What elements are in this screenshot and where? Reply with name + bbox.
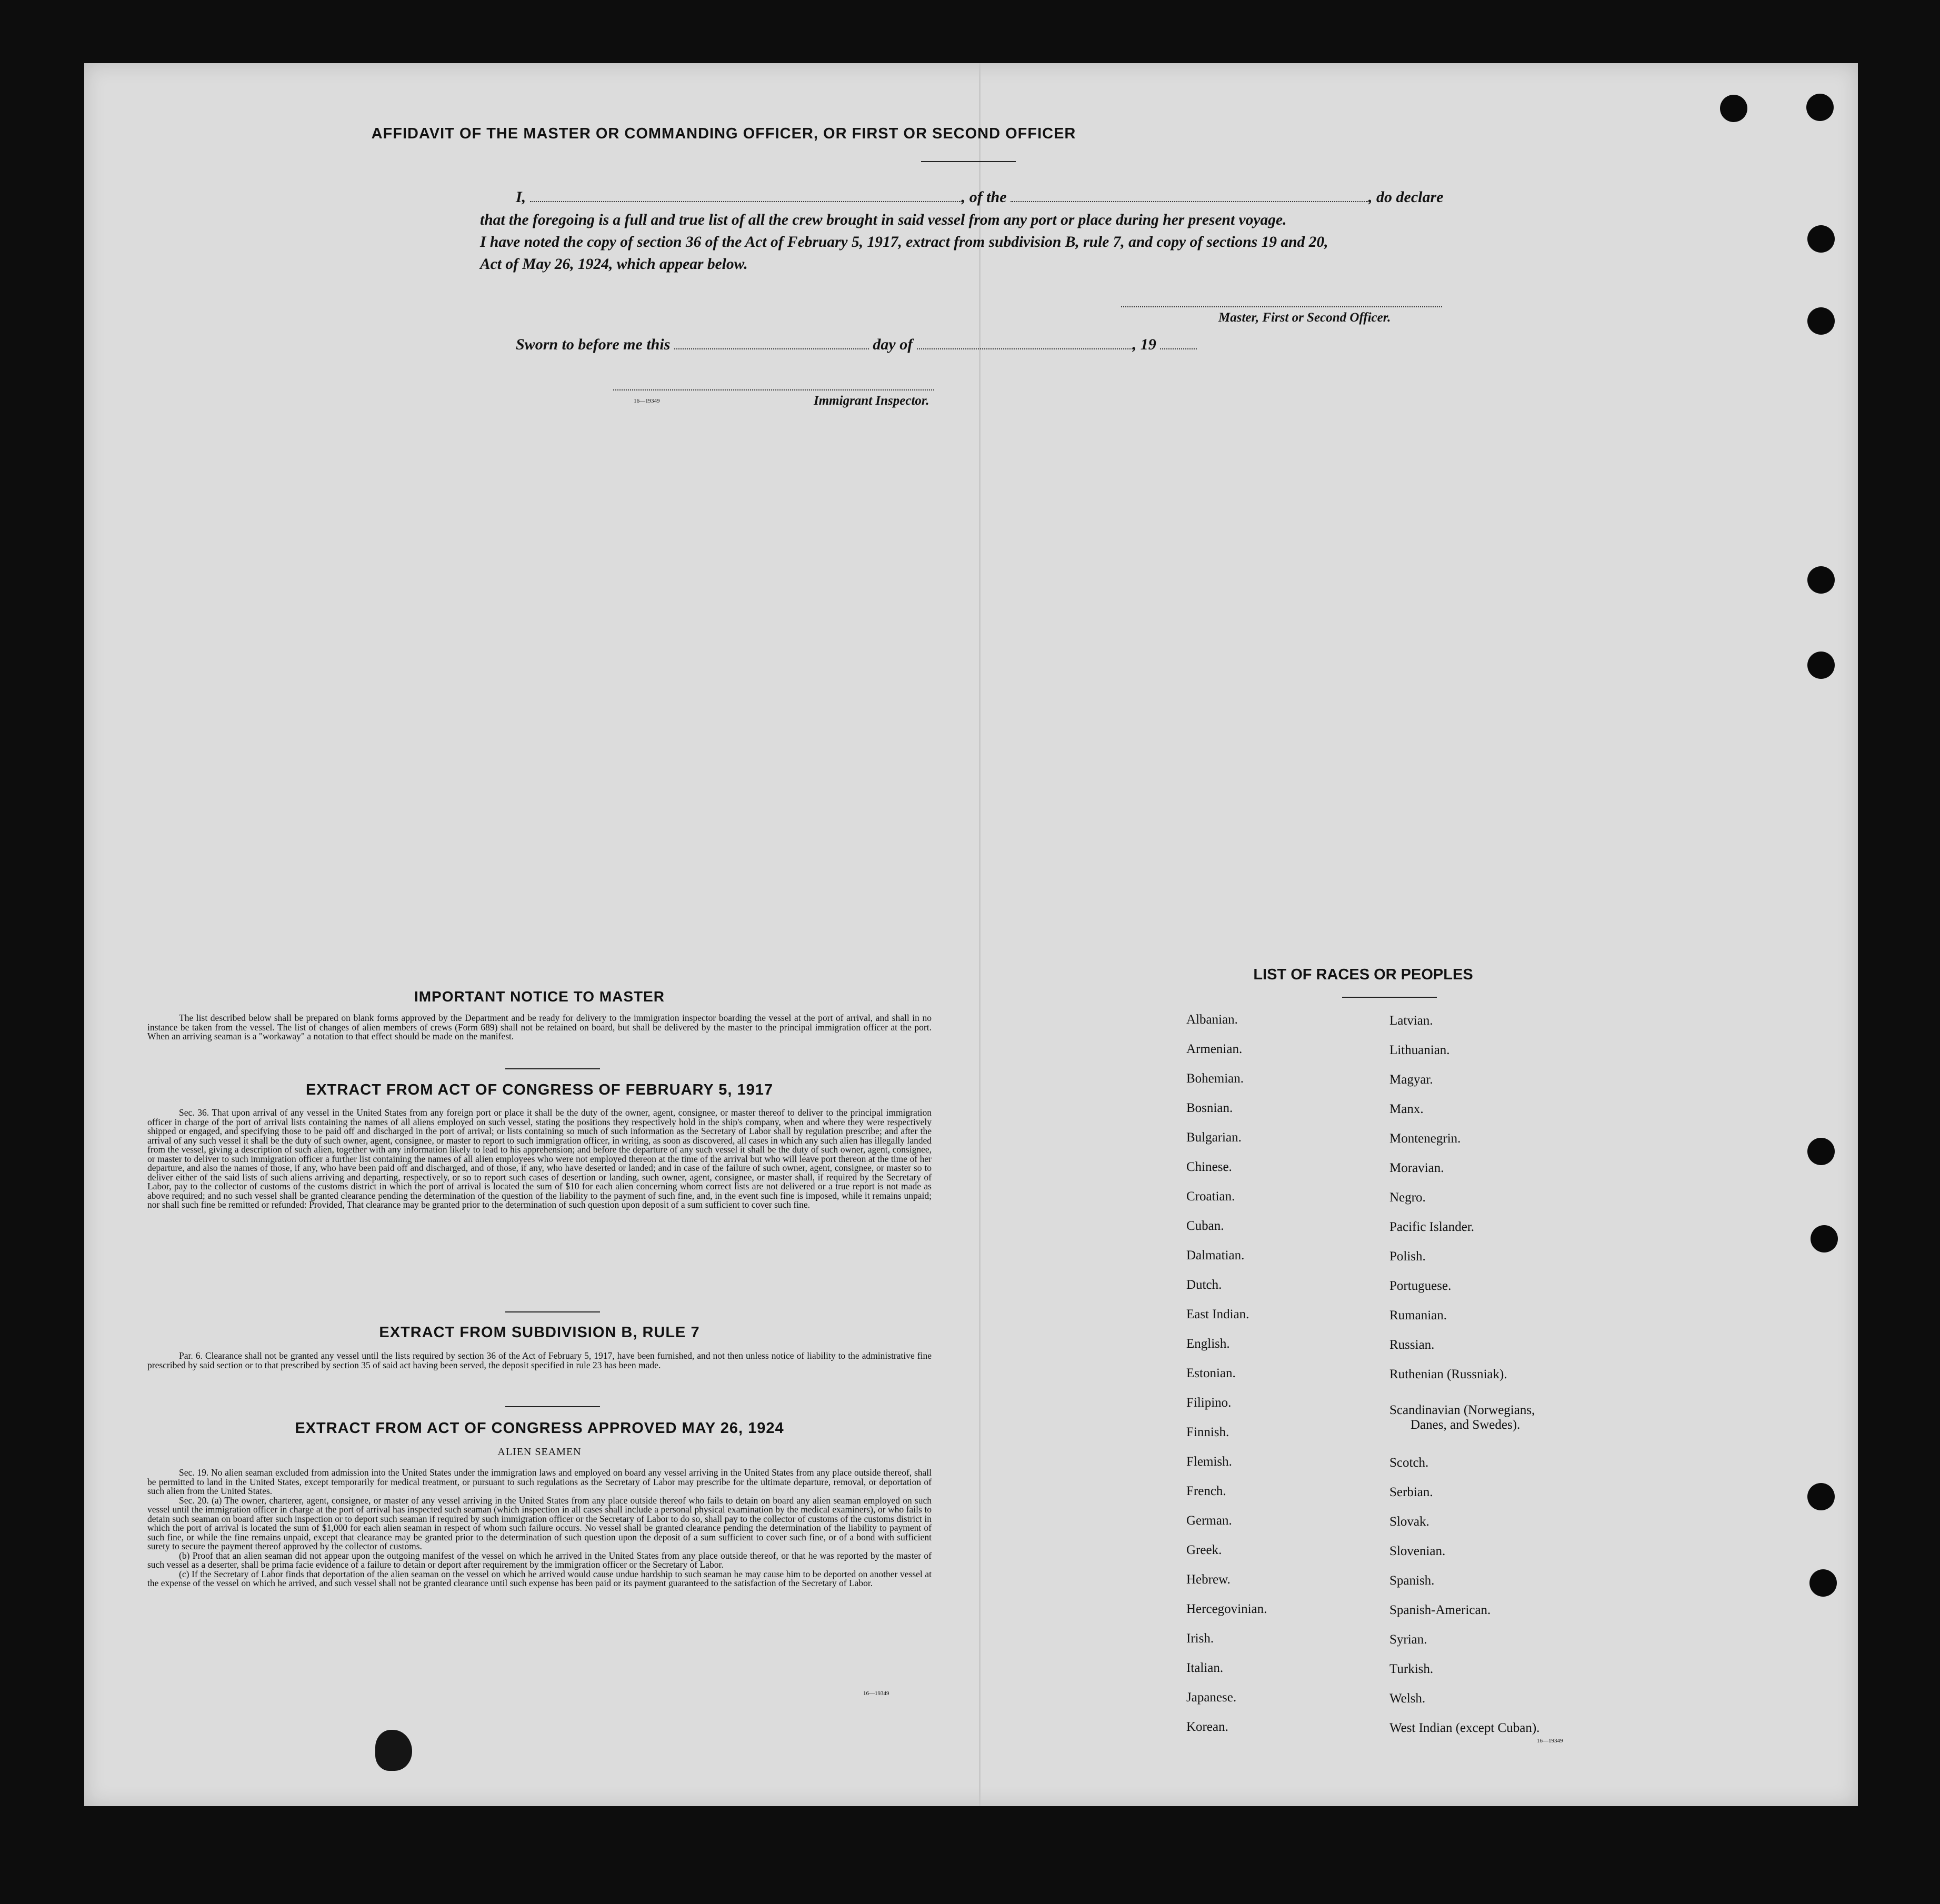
race-item: East Indian. xyxy=(1186,1307,1249,1321)
form-number: 16—19349 xyxy=(634,398,660,404)
race-item: Magyar. xyxy=(1389,1073,1433,1087)
race-item: Rumanian. xyxy=(1389,1308,1447,1322)
races-title: LIST OF RACES OR PEOPLES xyxy=(1253,966,1473,983)
of-the-label: , of the xyxy=(961,188,1007,206)
rule7-title: EXTRACT FROM SUBDIVISION B, RULE 7 xyxy=(379,1324,700,1341)
declaration-line-4: Act of May 26, 1924, which appear below. xyxy=(480,256,748,273)
race-item: Ruthenian (Russniak). xyxy=(1389,1367,1507,1381)
punch-hole xyxy=(1807,1138,1835,1165)
race-item: Korean. xyxy=(1186,1720,1228,1734)
race-item: Greek. xyxy=(1186,1543,1222,1557)
race-item: Manx. xyxy=(1389,1102,1424,1116)
race-item: Negro. xyxy=(1389,1190,1426,1205)
race-item: Lithuanian. xyxy=(1389,1043,1450,1057)
races-underline xyxy=(1342,997,1437,998)
race-item: Chinese. xyxy=(1186,1160,1232,1174)
race-item: Polish. xyxy=(1389,1249,1426,1264)
rule7-body: Par. 6. Clearance shall not be granted any vessel until the lists required by section 36 of the Act of February 5, 1917, have been furnished, and not then unless notice of liability to the administrative fine prescribed by said section or to that prescribed by section 35 of said act having been served, the deposit specified in rule 23 has been made. xyxy=(147,1350,932,1370)
race-item: Welsh. xyxy=(1389,1691,1426,1706)
do-declare-label: , do declare xyxy=(1368,188,1444,206)
vessel-field[interactable] xyxy=(1011,189,1368,202)
divider xyxy=(505,1068,600,1069)
form-number: 16—19349 xyxy=(1537,1738,1563,1744)
extract-1924-title: EXTRACT FROM ACT OF CONGRESS APPROVED MAY 26, 1924 xyxy=(295,1420,784,1437)
race-item: German. xyxy=(1186,1514,1232,1528)
race-item: Flemish. xyxy=(1186,1455,1232,1469)
race-item: Hebrew. xyxy=(1186,1572,1231,1587)
form-number: 16—19349 xyxy=(863,1690,889,1697)
punch-hole xyxy=(1807,566,1835,594)
race-item: Cuban. xyxy=(1186,1219,1224,1233)
sworn-label: Sworn to before me this xyxy=(516,336,671,353)
race-item: Bosnian. xyxy=(1186,1101,1233,1115)
race-item: Japanese. xyxy=(1186,1690,1237,1705)
declaration-line-2: that the foregoing is a full and true list of all the crew brought in said vessel from any port or place during her present voyage. xyxy=(480,212,1287,228)
race-item: English. xyxy=(1186,1337,1230,1351)
ink-stain xyxy=(375,1730,412,1771)
punch-hole xyxy=(1806,94,1834,121)
punch-hole xyxy=(1807,652,1835,679)
divider xyxy=(505,1406,600,1407)
race-item: Montenegrin. xyxy=(1389,1131,1461,1146)
extract-1924-body xyxy=(147,1468,932,1588)
race-item: Filipino. xyxy=(1186,1396,1232,1410)
race-item: Hercegovinian. xyxy=(1186,1602,1267,1616)
race-item: Slovak. xyxy=(1389,1515,1429,1529)
alien-seamen-subtitle: ALIEN SEAMEN xyxy=(497,1446,582,1458)
notice-title: IMPORTANT NOTICE TO MASTER xyxy=(414,988,665,1005)
race-item: Finnish. xyxy=(1186,1425,1229,1439)
race-item: Syrian. xyxy=(1389,1632,1427,1647)
inspector-signature-line[interactable] xyxy=(613,389,934,390)
race-item: French. xyxy=(1186,1484,1226,1498)
sec-20a: Sec. 20. (a) The owner, charterer, agent, consignee, or master of any vessel arriving in the United States from any place outside thereof who fails to detain on board any alien seaman employed on such vessel until the immigration officer in charge at the port of arrival has inspected such seaman (which inspection in all cases shall include a personal physical examination by the medical examiners), or who fails to detain such seaman on board after such inspection or to deport such seaman if required by such immigration officer or the Secretary of Labor to do so, shall pay to the collector of customs of the customs district in which the port of arrival is located the sum of $1,000 for each alien seaman in respect of whom such failure occurs. No vessel shall be granted clearance pending the determination of the liability to payment of such fine, or while the fine remains unpaid, except that clearance may be granted prior to the determination of such question upon the deposit of a sum sufficient to cover such fine, or of a bond with sufficient surety to secure the payment thereof approved by the collector of customs. xyxy=(147,1495,932,1551)
race-item: Bohemian. xyxy=(1186,1071,1244,1086)
race-item: Moravian. xyxy=(1389,1161,1444,1175)
sec-19: Sec. 19. No alien seaman excluded from admission into the United States under the immigration laws and employed on board any vessel arriving in the United States from any place outside thereof, shall be permitted to land in the United States, except temporarily for medical treatment, or pursuant to such regulations as the Secretary of Labor may prescribe for the ultimate departure, removal, or deportation of such alien from the United States. xyxy=(147,1467,932,1496)
race-item: Albanian. xyxy=(1186,1013,1238,1027)
race-item: Croatian. xyxy=(1186,1189,1235,1204)
race-item: Slovenian. xyxy=(1389,1544,1446,1558)
divider xyxy=(505,1311,600,1312)
notice-body: The list described below shall be prepared on blank forms approved by the Department and be ready for delivery to the immigration inspector boarding the vessel at the port of arrival, and shall in no instance be taken from the vessel. The list of changes of alien members of crews (Form 689) shall not be retained on board, but shall be delivered by the master to the principal immigration officer at the port. When an arriving seaman is a "workaway" a notation to that effect should be made on the manifest. xyxy=(147,1013,932,1041)
race-item: Spanish. xyxy=(1389,1574,1435,1588)
race-item: Danes, and Swedes). xyxy=(1411,1418,1521,1432)
i-label: I, xyxy=(516,188,526,206)
punch-hole xyxy=(1720,95,1747,122)
race-item: Portuguese. xyxy=(1389,1279,1452,1293)
punch-hole xyxy=(1811,1225,1838,1252)
race-item: Estonian. xyxy=(1186,1366,1236,1380)
document-page xyxy=(84,63,1858,1806)
race-item: Armenian. xyxy=(1186,1042,1243,1056)
sworn-line xyxy=(516,336,1197,354)
race-item: Irish. xyxy=(1186,1631,1214,1646)
month-field[interactable] xyxy=(917,337,1133,349)
race-item: West Indian (except Cuban). xyxy=(1389,1721,1540,1735)
year-field[interactable] xyxy=(1160,337,1197,349)
race-item: Serbian. xyxy=(1389,1485,1433,1499)
day-of-label: day of xyxy=(873,336,913,353)
sec-20b: (b) Proof that an alien seaman did not appear upon the outgoing manifest of the vessel on which he arrived in the United States from any place outside thereof, or that he was reported by the master of such vessel as a deserter, shall be prima facie evidence of a failure to detain or deport after requirement by the immigration officer or the Secretary of Labor. xyxy=(147,1550,932,1570)
signature-line[interactable] xyxy=(1121,306,1442,307)
race-item: Spanish-American. xyxy=(1389,1603,1491,1617)
race-item: Turkish. xyxy=(1389,1662,1434,1676)
race-item: Scotch. xyxy=(1389,1456,1429,1470)
race-item: Bulgarian. xyxy=(1186,1130,1242,1145)
sec-20c: (c) If the Secretary of Labor finds that deportation of the alien seaman on the vessel on which he arrived would cause undue hardship to such seaman he may cause him to be deported on another vessel at the expense of the vessel on which he arrived, and such vessel shall not be granted clearance until such expense has been paid or its payment guaranteed to the satisfaction of the Secretary of Labor. xyxy=(147,1568,932,1588)
affidavit-title: AFFIDAVIT OF THE MASTER OR COMMANDING OFFICER, OR FIRST OR SECOND OFFICER xyxy=(371,125,1076,142)
race-item: Scandinavian (Norwegians, xyxy=(1389,1403,1535,1417)
signature-caption: Master, First or Second Officer. xyxy=(1218,310,1391,325)
declaration-line-3: I have noted the copy of section 36 of the Act of February 5, 1917, extract from subdivision B, rule 7, and copy of sections 19 and 20, xyxy=(480,234,1328,250)
extract-1917-title: EXTRACT FROM ACT OF CONGRESS OF FEBRUARY 5, 1917 xyxy=(305,1081,774,1098)
day-field[interactable] xyxy=(674,337,869,349)
punch-hole xyxy=(1807,225,1835,253)
race-item: Dalmatian. xyxy=(1186,1248,1245,1262)
title-underline xyxy=(921,161,1016,162)
fold-line xyxy=(979,63,981,1806)
year-prefix: , 19 xyxy=(1132,336,1156,353)
inspector-caption: Immigrant Inspector. xyxy=(814,394,929,408)
name-field[interactable] xyxy=(530,189,962,202)
race-item: Italian. xyxy=(1186,1661,1224,1675)
race-item: Russian. xyxy=(1389,1338,1435,1352)
declaration-line-1 xyxy=(516,188,1443,206)
race-item: Pacific Islander. xyxy=(1389,1220,1475,1234)
race-item: Dutch. xyxy=(1186,1278,1222,1292)
race-item: Latvian. xyxy=(1389,1014,1433,1028)
punch-hole xyxy=(1807,1483,1835,1510)
punch-hole xyxy=(1807,307,1835,335)
punch-hole xyxy=(1809,1569,1837,1597)
extract-1917-body: Sec. 36. That upon arrival of any vessel in the United States from any foreign port or place it shall be the duty of the owner, agent, consignee, or master thereof to deliver to the principal immigration officer in charge of the port of arrival lists containing the names of all aliens employed on such vessel, stating the positions they respectively hold in the ship's company, when and where they were respectively shipped or engaged, and specifying those to be paid off and discharged in the port of arrival; or lists containing so much of such information as the Secretary of Labor shall by regulation prescribe; and after the arrival of any such vessel it shall be the duty of such owner, agent, consignee, or master to report to such immigration officer, in writing, as soon as discovered, all cases in which any such alien has illegally landed from the vessel, giving a description of such alien, together with any information likely to lead to his apprehension; and before the departure of any such vessel it shall be the duty of such owner, agent, consignee, or master to deliver to such immigration officer a further list containing the names of all alien employees who were not employed thereon at the time of the arrival but who will leave port thereon at the time of her departure, and also the names of those, if any, who have been paid off and discharged, and of those, if any, who have deserted or landed; and in case of the failure of such owner, agent, consignee, or master so to deliver either of the said lists of such aliens arriving and departing, respectively, or so to report such cases of desertion or landing, such owner, agent, consignee, or master shall, if required by the Secretary of Labor, pay to the collector of customs of the customs district in which the port of arrival is located the sum of $10 for each alien concerning whom correct lists are not delivered or a true report is not made as above required; and no such vessel shall be granted clearance pending the determination of the question of the liability to the payment of such fine, and, in the event such fine is imposed, while it remains unpaid; nor shall such fine be remitted or refunded: Provided, That clearance may be granted prior to the determination of such question upon deposit of a sum sufficient to cover such fine. xyxy=(147,1107,932,1210)
